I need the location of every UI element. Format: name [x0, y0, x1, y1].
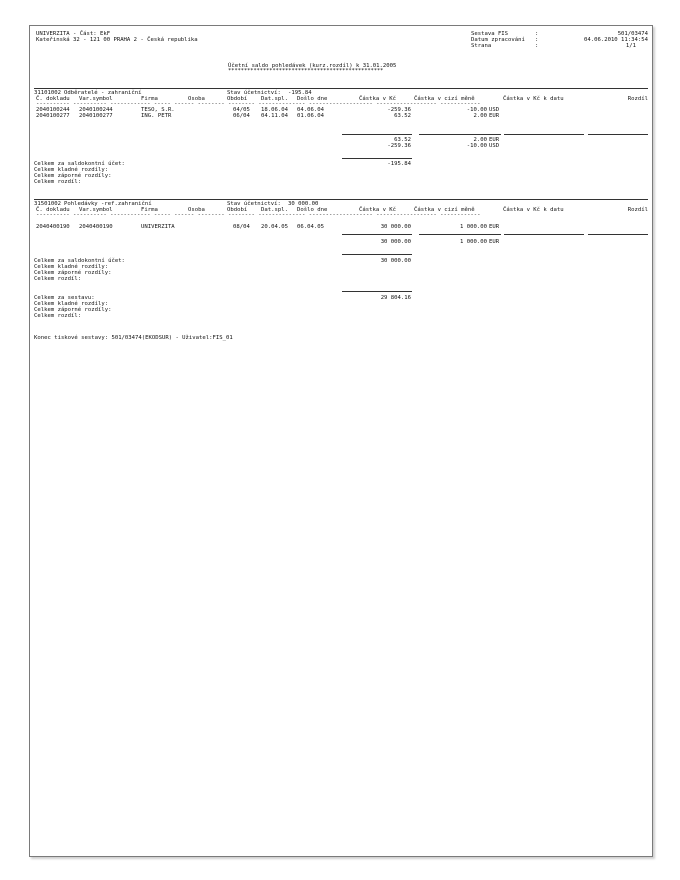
col-header-osoba: Osoba	[188, 207, 205, 213]
grand-total-label: Celkem kladné rozdíly:	[34, 301, 109, 307]
subtotal-rule	[419, 234, 501, 235]
subtotal-castka-cizi: 2.00	[473, 137, 487, 143]
col-header-doklad: Č. dokladu	[36, 96, 70, 102]
subtotal-castka-kc: 30 000.00	[380, 239, 411, 245]
subtotal-castka-kc: -259.36	[387, 143, 411, 149]
subtotal-rule	[342, 134, 412, 135]
row-var-symbol: 2040100244	[79, 107, 113, 113]
subtotal-rule	[342, 234, 412, 235]
row-castka-cizi: -10.00	[466, 107, 487, 113]
row-mena: USD	[489, 107, 500, 113]
row-dat-spl: 18.06.04	[261, 107, 288, 113]
summary-label: Celkem záporné rozdíly:	[34, 270, 112, 276]
row-dat-spl: 04.11.04	[261, 113, 288, 119]
grand-total-rule	[342, 291, 412, 292]
col-header-rozdil: Rozdíl	[627, 96, 648, 102]
row-firma: TESO, S.R.	[141, 107, 175, 113]
grand-total-label: Celkem rozdíl:	[34, 313, 82, 319]
col-header-obdobi: Období	[227, 207, 248, 213]
subtotal-rule	[419, 134, 501, 135]
section-top-rule	[34, 199, 648, 200]
row-var-symbol: 2040400190	[79, 224, 113, 230]
section-balance-label: Stav účetnictví:	[227, 90, 281, 96]
subtotal-castka-cizi: 1 000.00	[460, 239, 487, 245]
header-label-strana: Strana	[471, 43, 492, 49]
col-header-firma: Firma	[141, 96, 158, 102]
col-header-firma: Firma	[141, 207, 158, 213]
row-castka-kc: 30 000.00	[380, 224, 411, 230]
col-header-castka-cizi: Částka v cizí měně	[414, 207, 475, 213]
report-page	[29, 25, 653, 857]
row-doklad: 2040100244	[36, 107, 70, 113]
subtotal-rule	[504, 134, 584, 135]
summary-value: -195.84	[387, 161, 411, 167]
section-account-name: Odběratelé - zahraniční	[64, 90, 142, 96]
section-top-rule	[34, 88, 648, 89]
report-title-underline: *************************************************	[228, 68, 384, 74]
col-header-castka-kc-datum: Částka v Kč k datu	[503, 207, 564, 213]
header-colon: :	[535, 37, 539, 43]
col-header-dat-spl: Dat.spl.	[261, 207, 288, 213]
subtotal-rule	[588, 134, 648, 135]
header-value-sestava: 501/03474	[617, 31, 648, 37]
summary-value: 30 000.00	[380, 258, 411, 264]
header-org-address: Kateřinská 32 - 121 00 PRAHA 2 - Česká republika	[36, 37, 198, 43]
col-header-var-symbol: Var.symbol	[79, 96, 113, 102]
col-header-castka-kc: Částka v Kč	[359, 96, 397, 102]
section-account-number: 31101002	[34, 90, 61, 96]
header-org-name: UNIVERZITA - Část: EkF	[36, 31, 111, 37]
summary-label: Celkem za saldokontní účet:	[34, 161, 125, 167]
row-castka-cizi: 2.00	[473, 113, 487, 119]
row-castka-kc: -259.36	[387, 107, 411, 113]
header-colon: :	[535, 43, 539, 49]
section-account-number: 31501002	[34, 201, 61, 207]
row-mena: EUR	[489, 113, 500, 119]
col-header-doslo-dne: Došlo dne	[297, 207, 328, 213]
row-doklad: 2040400190	[36, 224, 70, 230]
col-header-doslo-dne: Došlo dne	[297, 96, 328, 102]
header-label-datum: Datum zpracování	[471, 37, 525, 43]
summary-label: Celkem rozdíl:	[34, 179, 82, 185]
row-doslo: 04.06.04	[297, 107, 324, 113]
report-title: Účetní saldo pohledávek (kurz.rozdíl) k 31.01.2005	[228, 63, 397, 69]
row-doslo: 06.04.05	[297, 224, 324, 230]
summary-label: Celkem záporné rozdíly:	[34, 173, 112, 179]
section-balance-value: 30 000.00	[288, 201, 319, 207]
subtotal-mena: EUR	[489, 239, 500, 245]
subtotal-rule	[504, 234, 584, 235]
grand-total-value: 29 804.16	[380, 295, 411, 301]
col-header-castka-kc-datum: Částka v Kč k datu	[503, 96, 564, 102]
col-header-obdobi: Období	[227, 96, 248, 102]
header-label-sestava: Sestava FIS	[471, 31, 509, 37]
grand-total-label: Celkem za sestavu:	[34, 295, 95, 301]
row-obdobi: 08/04	[233, 224, 250, 230]
row-firma: UNIVERZITA	[141, 224, 175, 230]
summary-label: Celkem rozdíl:	[34, 276, 82, 282]
col-header-doklad: Č. dokladu	[36, 207, 70, 213]
col-header-var-symbol: Var.symbol	[79, 207, 113, 213]
section-account-name: Pohledávky -ref.zahraniční	[64, 201, 152, 207]
subtotal-castka-kc: 63.52	[394, 137, 411, 143]
summary-label: Celkem za saldokontní účet:	[34, 258, 125, 264]
subtotal-rule	[588, 234, 648, 235]
summary-rule	[342, 254, 412, 255]
subtotal-mena: USD	[489, 143, 500, 149]
col-header-dat-spl: Dat.spl.	[261, 96, 288, 102]
row-var-symbol: 2040100277	[79, 113, 113, 119]
row-obdobi: 06/04	[233, 113, 250, 119]
grand-total-label: Celkem záporné rozdíly:	[34, 307, 112, 313]
row-castka-kc: 63.52	[394, 113, 411, 119]
report-end-line: Konec tiskové sestavy: 501/03474(EKODSUR) - Uživatel:FIS_01	[34, 335, 233, 341]
col-header-osoba: Osoba	[188, 96, 205, 102]
header-colon: :	[535, 31, 539, 37]
summary-label: Celkem kladné rozdíly:	[34, 167, 109, 173]
section-balance-label: Stav účetnictví:	[227, 201, 281, 207]
subtotal-mena: EUR	[489, 137, 500, 143]
row-doslo: 01.06.04	[297, 113, 324, 119]
row-dat-spl: 20.04.05	[261, 224, 288, 230]
summary-label: Celkem kladné rozdíly:	[34, 264, 109, 270]
row-obdobi: 04/05	[233, 107, 250, 113]
row-firma: ING. PETR	[141, 113, 172, 119]
dash-separator: ---------- ---------- ------------ ----- ------ -------- -------- -------------- ------------------- ------------------ ------------	[36, 101, 481, 107]
col-header-castka-cizi: Částka v cizí měně	[414, 96, 475, 102]
header-value-datum: 04.06.2010 11:34:54	[584, 37, 648, 43]
col-header-castka-kc: Částka v Kč	[359, 207, 397, 213]
subtotal-castka-cizi: -10.00	[466, 143, 487, 149]
col-header-rozdil: Rozdíl	[627, 207, 648, 213]
row-doklad: 2040100277	[36, 113, 70, 119]
row-castka-cizi: 1 000.00	[460, 224, 487, 230]
header-value-strana: 1/1	[625, 43, 636, 49]
row-mena: EUR	[489, 224, 500, 230]
dash-separator: ---------- ---------- ------------ ----- ------ -------- -------- -------------- ------------------- ------------------ ------------	[36, 212, 481, 218]
section-balance-value: -195.84	[288, 90, 312, 96]
summary-rule	[342, 158, 412, 159]
